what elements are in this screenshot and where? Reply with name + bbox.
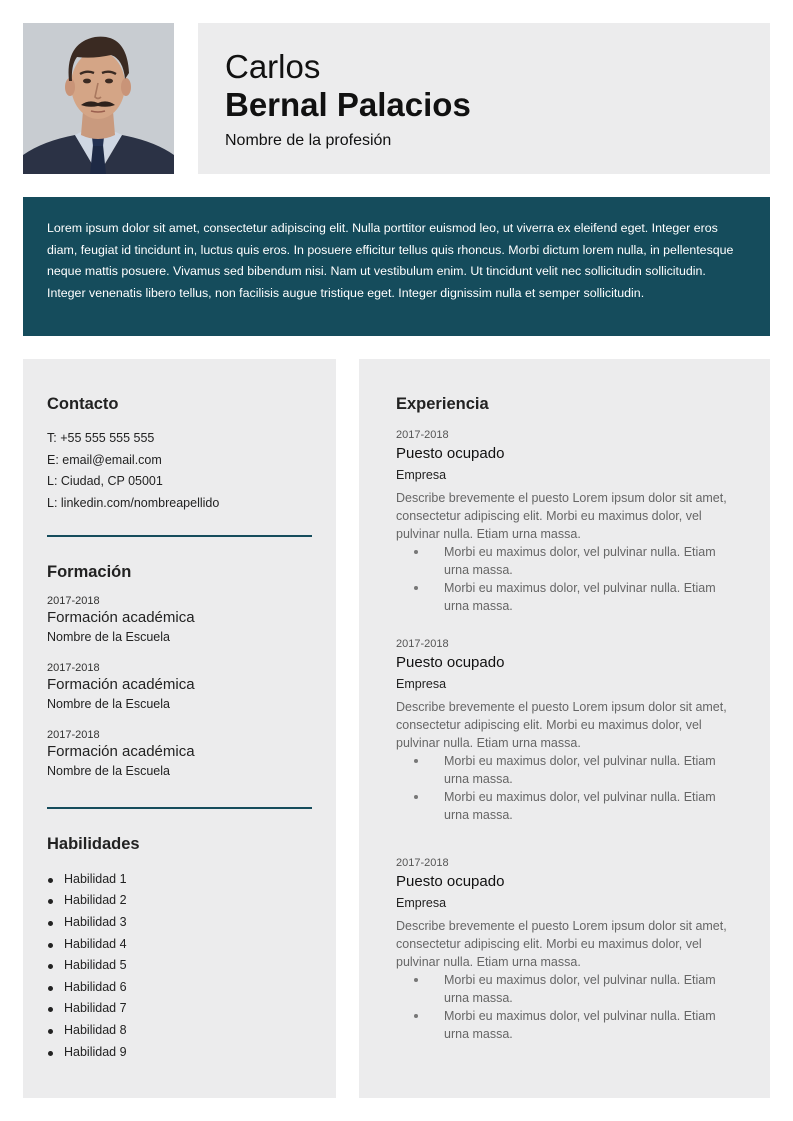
experience-bullet: Morbi eu maximus dolor, vel pulvinar nulla. Etiam urna massa. (396, 1007, 733, 1043)
left-column (23, 359, 336, 1098)
education-year: 2017-2018 (47, 661, 100, 674)
experience-bullet: Morbi eu maximus dolor, vel pulvinar nulla. Etiam urna massa. (396, 752, 733, 788)
experience-year: 2017-2018 (396, 429, 449, 441)
experience-company: Empresa (396, 677, 447, 691)
summary-text: Lorem ipsum dolor sit amet, consectetur adipiscing elit. Nulla porttitor euismod leo, ut viverra ex eleifend eget. Integer eros diam, feugiat id tincidunt in, luctus quis eros. In posuere efficitur tellus quis rhoncus. Morbi dictum lorem nulla, in pellentesque neque mattis posuere. Vivamus sed bibendum nisi. Nam ut vestibulum enim. Ut tincidunt velit nec sollicitudin sollicitudin. Integer venenatis libero tellus, non facilisis augue tristique eget. Integer dignissim nulla et semper sollicitudin. (47, 221, 734, 301)
experience-description: Describe brevemente el puesto Lorem ipsum dolor sit amet, consectetur adipiscing elit. Morbi eu maximus dolor, vel pulvinar nulla. Etiam urna massa. (396, 700, 727, 750)
experience-year: 2017-2018 (396, 638, 449, 650)
education-school: Nombre de la Escuela (47, 763, 170, 778)
education-degree: Formación académica (47, 675, 195, 693)
experience-position: Puesto ocupado (396, 654, 505, 671)
experience-bullet: Morbi eu maximus dolor, vel pulvinar nulla. Etiam urna massa. (396, 543, 733, 579)
skill-item: Habilidad 9 (47, 1042, 312, 1064)
header (198, 23, 770, 174)
contact-linkedin: L: linkedin.com/nombreapellido (47, 496, 220, 511)
contact-title: Contacto (47, 395, 119, 413)
experience-title: Experiencia (396, 395, 489, 413)
skill-item: Habilidad 5 (47, 955, 312, 977)
experience-bullets (396, 971, 733, 1043)
experience-company: Empresa (396, 896, 447, 910)
skill-item: Habilidad 6 (47, 977, 312, 999)
experience-description: Describe brevemente el puesto Lorem ipsum dolor sit amet, consectetur adipiscing elit. Morbi eu maximus dolor, vel pulvinar nulla. Etiam urna massa. (396, 919, 727, 969)
education-year: 2017-2018 (47, 594, 100, 607)
contact-phone: T: +55 555 555 555 (47, 431, 155, 445)
contact-list (47, 428, 312, 515)
experience-bullet: Morbi eu maximus dolor, vel pulvinar nulla. Etiam urna massa. (396, 971, 733, 1007)
experience-description: Describe brevemente el puesto Lorem ipsum dolor sit amet, consectetur adipiscing elit. Morbi eu maximus dolor, vel pulvinar nulla. Etiam urna massa. (396, 491, 727, 541)
contact-email: E: email@email.com (47, 452, 162, 467)
skill-item: Habilidad 3 (47, 912, 312, 934)
skill-item: Habilidad 4 (47, 934, 312, 956)
first-name: Carlos (225, 48, 321, 85)
skill-item: Habilidad 7 (47, 998, 312, 1020)
profile-photo (23, 23, 174, 174)
skill-item: Habilidad 8 (47, 1020, 312, 1042)
education-title: Formación (47, 562, 132, 581)
experience-item (396, 637, 733, 824)
profession: Nombre de la profesión (225, 132, 392, 149)
education-degree: Formación académica (47, 608, 195, 626)
experience-item (396, 428, 733, 615)
experience-position: Puesto ocupado (396, 445, 505, 462)
skill-item: Habilidad 2 (47, 890, 312, 912)
skill-item: Habilidad 1 (47, 869, 312, 891)
contact-location: L: Ciudad, CP 05001 (47, 474, 163, 489)
experience-bullet: Morbi eu maximus dolor, vel pulvinar nulla. Etiam urna massa. (396, 788, 733, 824)
education-item (47, 728, 312, 780)
experience-item (396, 856, 733, 1043)
education-year: 2017-2018 (47, 728, 100, 741)
summary-section (23, 197, 770, 336)
profile-photo-illustration (23, 23, 174, 174)
education-school: Nombre de la Escuela (47, 629, 170, 644)
last-name: Bernal Palacios (225, 86, 471, 123)
experience-position: Puesto ocupado (396, 873, 505, 890)
education-school: Nombre de la Escuela (47, 696, 170, 711)
education-item (47, 661, 312, 713)
experience-bullet: Morbi eu maximus dolor, vel pulvinar nulla. Etiam urna massa. (396, 579, 733, 615)
education-degree: Formación académica (47, 742, 195, 760)
skills-list (47, 869, 312, 1063)
experience-year: 2017-2018 (396, 857, 449, 869)
education-item (47, 594, 312, 646)
experience-company: Empresa (396, 468, 447, 482)
right-column (359, 359, 770, 1098)
skills-title: Habilidades (47, 834, 140, 853)
experience-bullets (396, 543, 733, 615)
experience-bullets (396, 752, 733, 824)
